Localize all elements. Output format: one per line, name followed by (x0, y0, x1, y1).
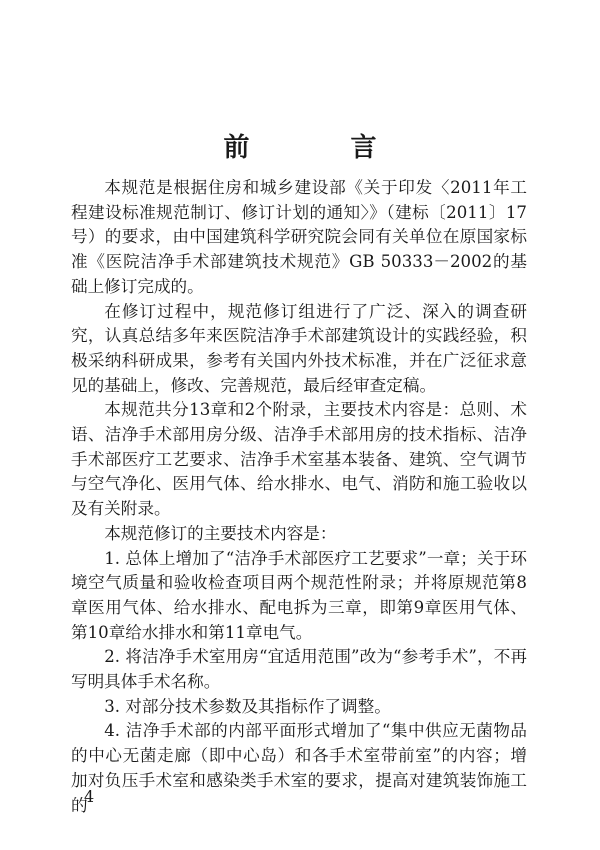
paragraph: 在修订过程中，规范修订组进行了广泛、深入的调查研究，认真总结多年来医院洁净手术部建筑设计的实践经验，积极采纳科研成果，参考有关国内外技术标准，并在广泛征求意见的基础上，修改、完善规范，最后经审查定稿。 (71, 301, 527, 395)
paragraph: 本规范修订的主要技术内容是： (104, 523, 337, 543)
paragraph: 1. 总体上增加了“洁净手术部医疗工艺要求”一章；关于环境空气质量和验收检查项目两个规范性附录；并将原规范第8章医用气体、给水排水、配电拆为三章，即第9章医用气体、第10章给水排水和第11章电气。 (71, 548, 527, 642)
body-text (71, 176, 527, 818)
page-title: 前 言 (223, 133, 423, 163)
page-number: 4 (84, 787, 95, 806)
paragraph: 本规范是根据住房和城乡建设部《关于印发〈2011年工程建设标准规范制订、修订计划的通知〉》（建标〔2011〕17号）的要求，由中国建筑科学研究院会同有关单位在原国家标准《医院洁净手术部建筑技术规范》GB 50333－2002的基础上修订完成的。 (71, 178, 527, 296)
paragraph: 3. 对部分技术参数及其指标作了调整。 (104, 696, 391, 716)
paragraph: 2. 将洁净手术室用房“宜适用范围”改为“参考手术”，不再写明具体手术名称。 (71, 647, 527, 692)
paragraph: 4. 洁净手术部的内部平面形式增加了“集中供应无菌物品的中心无菌走廊（即中心岛）和各手术室带前室”的内容；增加对负压手术室和感染类手术室的要求，提高对建筑装饰施工的 (71, 721, 527, 815)
paragraph: 本规范共分13章和2个附录，主要技术内容是：总则、术语、洁净手术部用房分级、洁净手术部用房的技术指标、洁净手术部医疗工艺要求、洁净手术室基本装备、建筑、空气调节与空气净化、医用气体、给水排水、电气、消防和施工验收以及有关附录。 (71, 400, 527, 519)
